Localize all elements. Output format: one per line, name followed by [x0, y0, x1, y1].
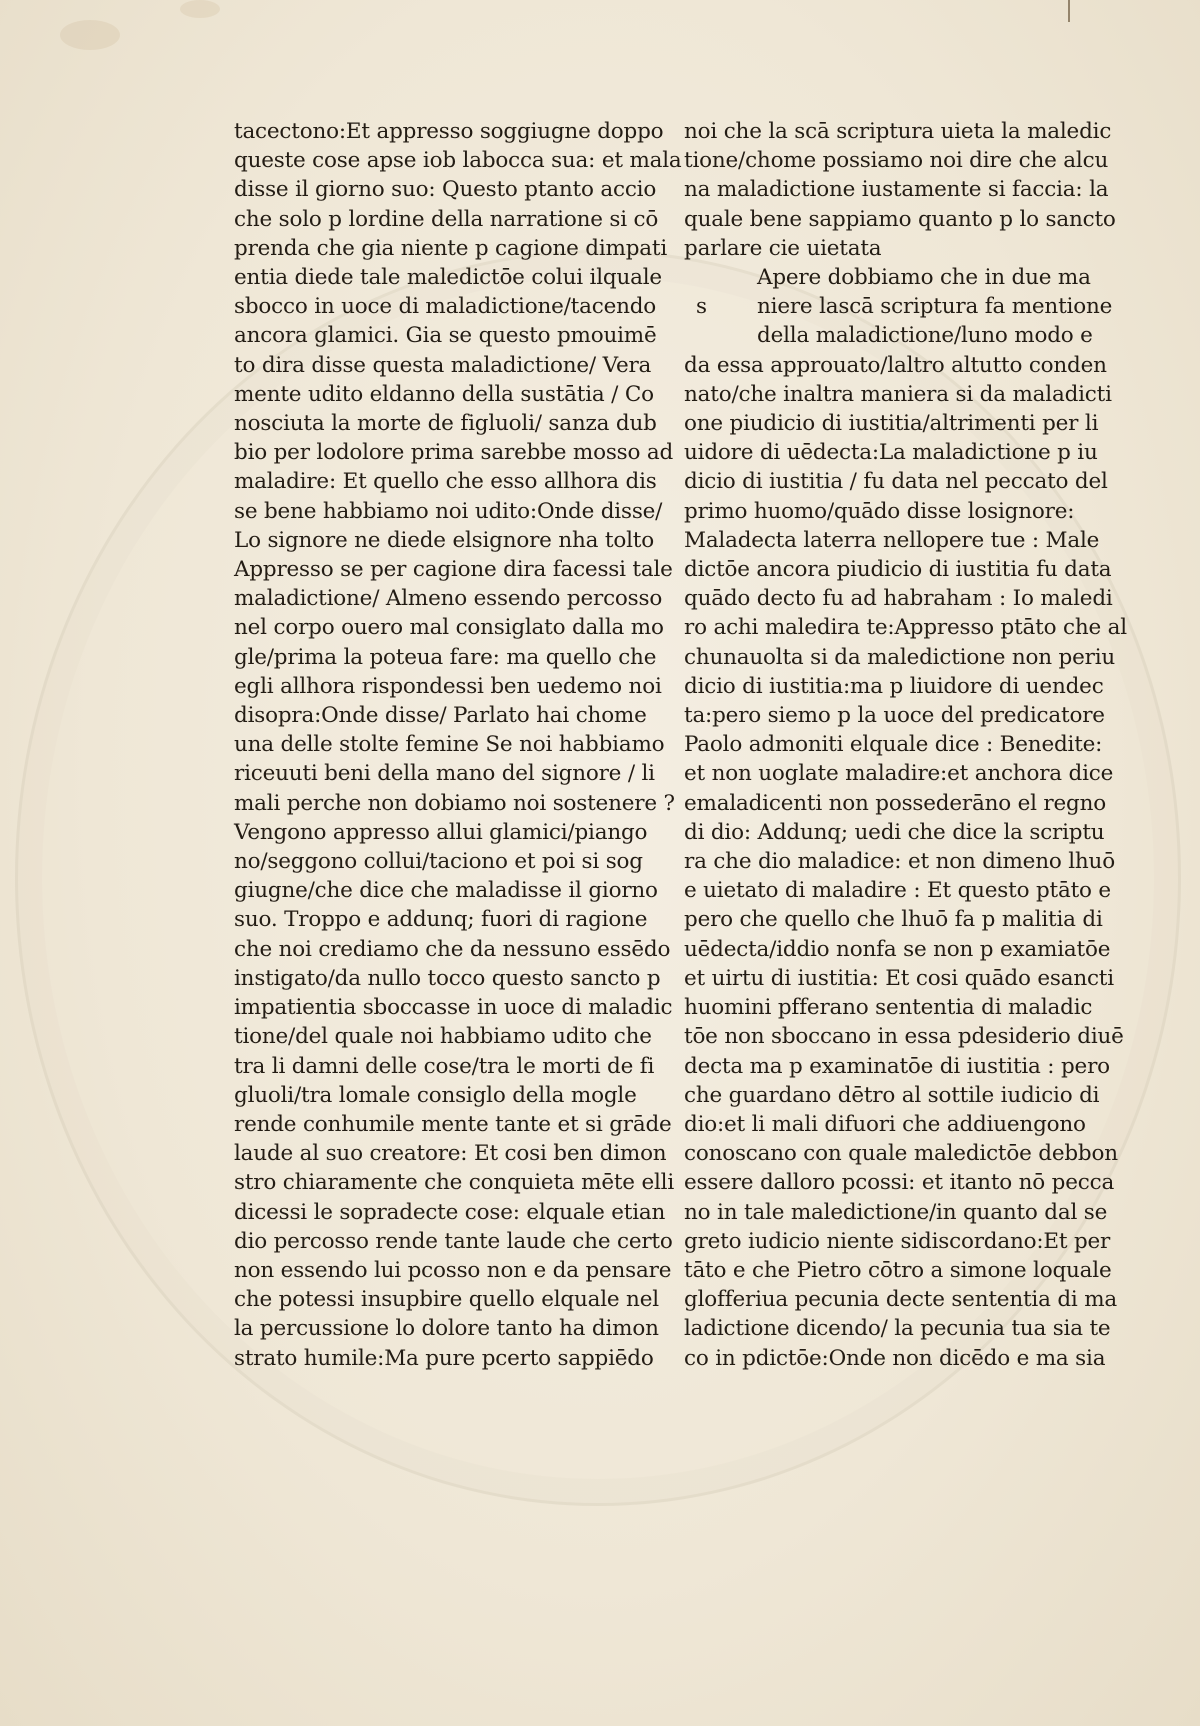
text-line: niere lascā scriptura fa mentione	[757, 294, 1113, 320]
text-line: dio percosso rende tante laude che certo	[234, 1228, 673, 1254]
text-line: della maladictione/luno modo e	[757, 323, 1093, 349]
text-line: Maladecta laterra nellopere tue : Male	[684, 527, 1100, 553]
foxing-spot	[180, 0, 220, 18]
page-edge-mark	[1068, 0, 1070, 22]
text-line: che solo p lordine della narratione si cō	[234, 206, 659, 232]
foxing-spot	[60, 20, 120, 50]
text-line: pero che quello che lhuō fa p malitia di	[684, 907, 1103, 933]
text-line: tōe non sboccano in essa pdesiderio diuē	[684, 1024, 1124, 1050]
text-line: co in pdictōe:Onde non dicēdo e ma sia	[684, 1345, 1106, 1371]
guide-letter: s	[696, 294, 708, 319]
text-line: dio:et li mali difuori che addiuengono	[684, 1111, 1086, 1137]
text-line: Lo signore ne diede elsignore nha tolto	[234, 527, 654, 553]
text-line: tione/del quale noi habbiamo udito che	[234, 1024, 652, 1050]
text-line: se bene habbiamo noi udito:Onde disse/	[234, 498, 663, 524]
text-line: tra li damni delle cose/tra le morti de fi	[234, 1053, 655, 1079]
text-line: parlare cie uietata	[684, 235, 882, 261]
text-line: bio per lodolore prima sarebbe mosso ad	[234, 440, 674, 466]
text-line: dicessi le sopradecte cose: elquale etian	[234, 1199, 666, 1225]
text-line: quādo decto fu ad habraham : Io maledi	[684, 586, 1113, 612]
text-line: disse il giorno suo: Questo ptanto accio	[234, 177, 657, 203]
text-line: ro achi maledira te:Appresso ptāto che al	[684, 615, 1127, 641]
text-line: rende conhumile mente tante et si grāde	[234, 1111, 672, 1137]
text-line: ra che dio maladice: et non dimeno lhuō	[684, 849, 1115, 875]
text-line: nato/che inaltra maniera si da maladicti	[684, 381, 1112, 407]
text-line: uēdecta/iddio nonfa se non p examiatōe	[684, 936, 1111, 962]
text-line: uidore di uēdecta:La maladictione p iu	[684, 440, 1098, 466]
text-line: la percussione lo dolore tanto ha dimon	[234, 1316, 659, 1342]
text-line: maladictione/ Almeno essendo percosso	[234, 586, 663, 612]
text-line: disopra:Onde disse/ Parlato hai chome	[234, 703, 647, 729]
text-line: tacectono:Et appresso soggiugne doppo	[234, 119, 664, 144]
text-line: et uirtu di iustitia: Et cosi quādo esancti	[684, 965, 1114, 991]
text-line: nel corpo ouero mal consiglato dalla mo	[234, 615, 664, 641]
text-line: dictōe ancora piudicio di iustitia fu data	[684, 557, 1112, 583]
text-line: primo huomo/quādo disse losignore:	[684, 498, 1075, 524]
text-line: queste cose apse iob labocca sua: et mala	[234, 148, 682, 174]
text-line: glofferiua pecunia decte sententia di ma	[684, 1287, 1118, 1313]
text-line: emaladicenti non possederāno el regno	[684, 790, 1106, 816]
text-line: dicio di iustitia / fu data nel peccato del	[684, 469, 1108, 495]
text-line: maladire: Et quello che esso allhora dis	[234, 469, 657, 495]
text-line: et non uoglate maladire:et anchora dice	[684, 761, 1114, 787]
text-line: one piudicio di iustitia/altrimenti per li	[684, 411, 1099, 437]
text-line: una delle stolte femine Se noi habbiamo	[234, 732, 665, 758]
text-line: Paolo admoniti elquale dice : Benedite:	[684, 732, 1103, 758]
text-line: na maladictione iustamente si faccia: la	[684, 177, 1109, 203]
text-line: da essa approuato/laltro altutto conden	[684, 352, 1107, 378]
text-line: mente udito eldanno della sustātia / Co	[234, 381, 654, 407]
text-line: to dira disse questa maladictione/ Vera	[234, 352, 652, 378]
text-line: chunauolta si da maledictione non periu	[684, 644, 1116, 670]
text-line: impatientia sboccasse in uoce di maladic	[234, 995, 673, 1021]
text-line: tāto e che Pietro cōtro a simone loquale	[684, 1257, 1112, 1283]
text-line: riceuuti beni della mano del signore / li	[234, 761, 655, 787]
text-line: Appresso se per cagione dira facessi tale	[234, 557, 673, 583]
text-line: no/seggono collui/taciono et poi si sog	[234, 849, 643, 875]
text-line: dicio di iustitia:ma p liuidore di uendec	[684, 673, 1104, 699]
text-line: che potessi insupbire quello elquale nel	[234, 1287, 659, 1313]
right-text-column	[684, 117, 1127, 1373]
text-line: essere dalloro pcossi: et itanto nō pecca	[684, 1170, 1115, 1196]
text-line: non essendo lui pcosso non e da pensare	[234, 1257, 672, 1283]
text-line: decta ma p examinatōe di iustitia : pero	[684, 1053, 1110, 1079]
text-line: prenda che gia niente p cagione dimpati	[234, 235, 668, 261]
text-line: nosciuta la morte de figluoli/ sanza dub	[234, 411, 657, 437]
text-line: ladictione dicendo/ la pecunia tua sia te	[684, 1316, 1111, 1342]
text-line: strato humile:Ma pure pcerto sappiēdo	[234, 1345, 654, 1371]
text-line: instigato/da nullo tocco questo sancto p	[234, 965, 661, 991]
text-line: e uietato di maladire : Et questo ptāto e	[684, 878, 1111, 904]
text-line: che noi crediamo che da nessuno essēdo	[234, 936, 671, 962]
text-line: ancora glamici. Gia se questo pmouimē	[234, 323, 657, 349]
text-line: ta:pero siemo p la uoce del predicatore	[684, 703, 1105, 729]
text-line: laude al suo creatore: Et cosi ben dimon	[234, 1141, 667, 1167]
text-line: Apere dobbiamo che in due ma	[757, 265, 1091, 291]
text-line: noi che la scā scriptura uieta la maledic	[684, 119, 1112, 144]
text-line: entia diede tale maledictōe colui ilquale	[234, 265, 662, 291]
text-line: huomini pfferano sententia di maladic	[684, 995, 1093, 1021]
text-line: mali perche non dobiamo noi sostenere ?	[234, 790, 675, 816]
left-text-column	[234, 117, 682, 1373]
text-line: stro chiaramente che conquieta mēte elli	[234, 1170, 675, 1196]
text-line: no in tale maledictione/in quanto dal se	[684, 1199, 1108, 1225]
text-line: egli allhora rispondessi ben uedemo noi	[234, 673, 662, 699]
text-line: gluoli/tra lomale consiglo della mogle	[234, 1082, 637, 1108]
text-line: Vengono appresso allui glamici/piango	[234, 819, 648, 845]
text-line: quale bene sappiamo quanto p lo sancto	[684, 206, 1116, 232]
text-line: giugne/che dice che maladisse il giorno	[234, 878, 658, 904]
text-line: suo. Troppo e addunq; fuori di ragione	[234, 907, 648, 933]
text-line: sbocco in uoce di maladictione/tacendo	[234, 294, 657, 320]
text-line: tione/chome possiamo noi dire che alcu	[684, 148, 1109, 174]
text-line: gle/prima la poteua fare: ma quello che	[234, 644, 657, 670]
text-line: conoscano con quale maledictōe debbon	[684, 1141, 1118, 1167]
text-line: che guardano dētro al sottile iudicio di	[684, 1082, 1100, 1108]
text-line: di dio: Addunq; uedi che dice la scriptu	[684, 819, 1105, 845]
text-line: greto iudicio niente sidiscordano:Et per	[684, 1228, 1111, 1254]
